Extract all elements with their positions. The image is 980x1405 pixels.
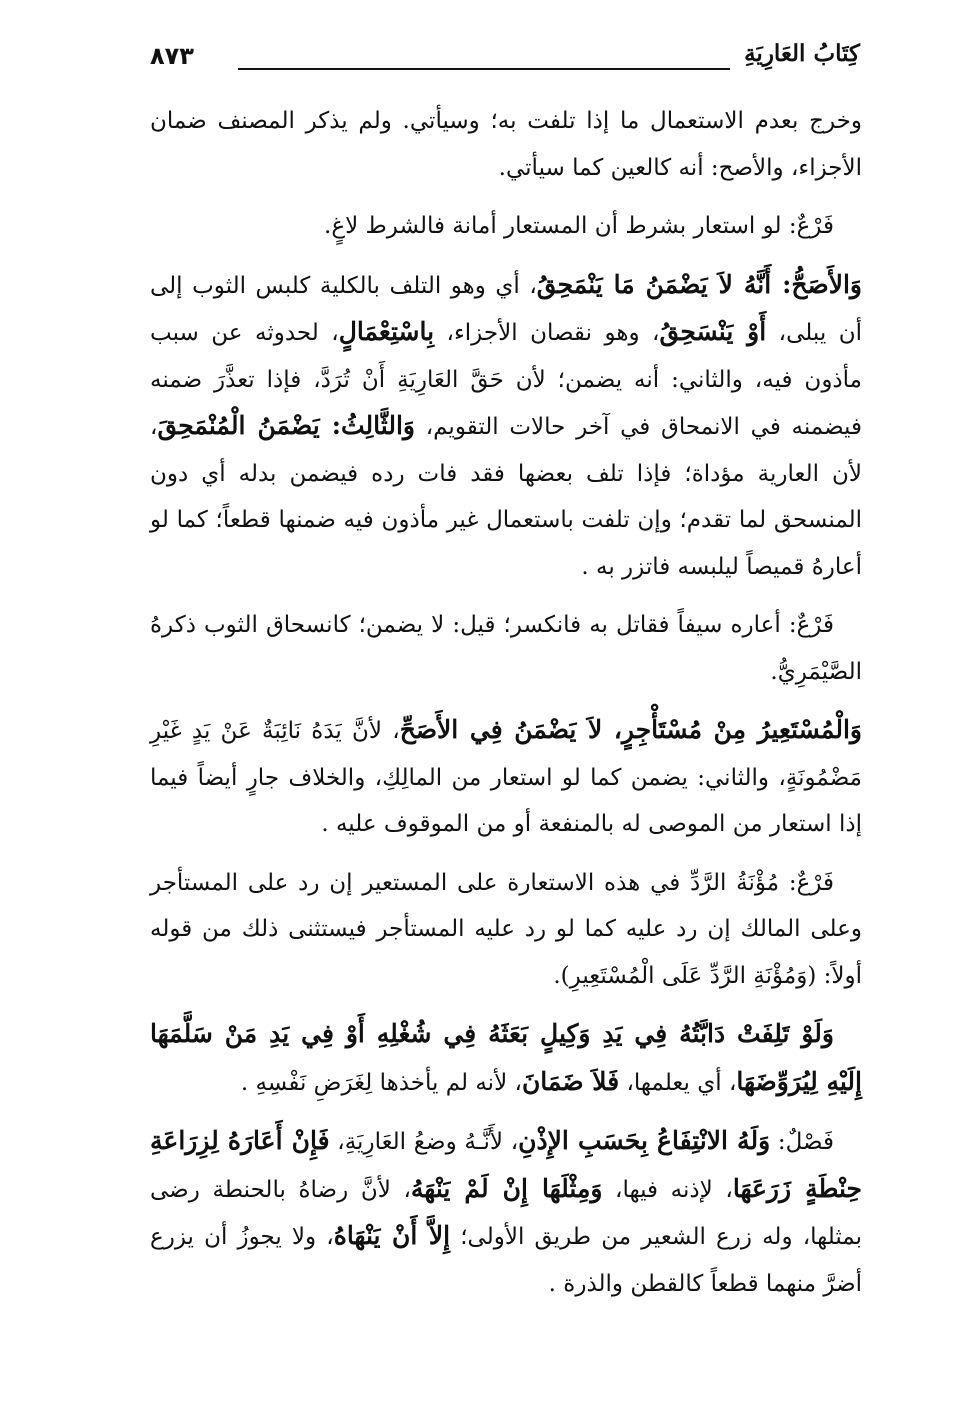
commentary-text: ، لحدوثه عن سبب مأذون فيه، والثاني: أنه يضمن؛ لأن حَقَّ العَارِيَةِ أَنْ تُرَدَّ، فإذا تعذَّرَ ضمنه فيضمنه في الانمحاق في آخر حالات التقويم،	[150, 320, 862, 440]
commentary-text: ، لأَنَّـهُ وضعُ العَارِيَةِ،	[329, 1129, 519, 1155]
running-header	[150, 40, 860, 76]
paragraph	[150, 602, 862, 695]
header-rule	[238, 68, 730, 70]
page-number: ٨٧٣	[150, 42, 194, 70]
commentary-text: ، أي وهو التلف بالكلية كلبس الثوب إلى أن يبلى،	[150, 272, 862, 346]
paragraph	[150, 203, 862, 250]
commentary-text: ، ولا يجوزُ أن يزرع أضرَّ منهما قطعاً كالقطن والذرة .	[150, 1224, 862, 1297]
commentary-text: ، أي يعلمها،	[619, 1069, 737, 1096]
commentary-text: فَرْعٌ: مُؤْنَةُ الرَّدِّ في هذه الاستعارة على المستعير إن رد على المستأجر وعلى المالك إن رد عليه كما لو رد عليه المستأجر فيستثنى ذلك من قوله أولاً: (وَمُؤْنَةِ الرَّدِّ عَلَى الْمُسْتَعِيرِ).	[150, 869, 862, 989]
matn-text: وَالثَّالِثُ: يَضْمَنُ الْمُنْمَحِقَ	[157, 411, 415, 440]
paragraph	[150, 860, 862, 1000]
commentary-text: ، وهو نقصان الأجزاء،	[434, 320, 660, 346]
paragraph	[150, 262, 862, 591]
matn-text: وَلَهُ الانْتِفَاعُ بِحَسَبِ الإِذْنِ	[518, 1126, 771, 1155]
commentary-text: فَصْلٌ:	[770, 1129, 834, 1155]
matn-text: بِاسْتِعْمَالٍ	[338, 317, 435, 346]
commentary-text: فَرْعٌ: أعاره سيفاً فقاتل به فانكسر؛ قيل: لا يضمن؛ كانسحاق الثوب ذكرهُ الصَّيْمَرِيُّ.	[150, 612, 862, 685]
commentary-text: ، لأن العارية مؤداة؛ فإذا تلف بعضها فقد فات رده فيضمن بدله أي دون المنسحق لما تقدم؛ وإن تلفت باستعمال غير مأذون فيه ضمنها قطعاً؛ كما لو أعارهُ قميصاً ليلبسه فاتزر به .	[150, 414, 862, 580]
matn-text: فَلاَ ضَمَانَ	[521, 1066, 620, 1096]
body-text	[150, 98, 862, 1319]
paragraph	[150, 1011, 862, 1106]
commentary-text: ، لأنه لم يأخذها لِغَرَضِ نَفْسِهِ .	[240, 1069, 522, 1096]
commentary-text: ، لأنَّ رضاهُ بالحنطة رضى بمثلها، وله زرع الشعير من طريق الأولى؛	[150, 1176, 862, 1250]
matn-text: فَإِنْ أَعَارَهُ لِزِرَاعَةِ حِنْطَةٍ زَرَعَهَا	[150, 1126, 862, 1203]
matn-text: وَالْمُسْتَعِيرُ مِنْ مُسْتَأْجِرٍ، لاَ يَضْمَنُ فِي الأَصَحِّ	[399, 715, 862, 744]
chapter-title: كِتَابُ العَارِيَةِ	[744, 40, 860, 67]
matn-text: وَالأَصَحُّ: أَنَّهُ لاَ يَضْمَنُ مَا يَنْمَحِقُ	[536, 269, 862, 299]
commentary-text: وخرج بعدم الاستعمال ما إذا تلفت به؛ وسيأتي. ولم يذكر المصنف ضمان الأجزاء، والأصح: أنه كالعين كما سيأتي.	[150, 108, 862, 181]
paragraph	[150, 98, 862, 191]
paragraph	[150, 1118, 862, 1307]
matn-text: أَوْ يَنْسَحِقُ	[659, 317, 767, 346]
paragraph	[150, 707, 862, 848]
matn-text: وَمِثْلَهَا إِنْ لَمْ يَنْهَهُ	[410, 1173, 603, 1203]
matn-text: وَلَوْ تَلِفَتْ دَابَّتُهُ فِي يَدِ وَكِيلٍ بَعَثَهُ فِي شُغْلِهِ أَوْ فِي يَدِ مَنْ سَلَّمَهَا إِلَيْهِ لِيُرَوِّضَهَا	[150, 1019, 862, 1096]
matn-text: إِلاَّ أَنْ يَنْهَاهُ	[333, 1221, 451, 1250]
commentary-text: ، لإذنه فيها،	[602, 1176, 733, 1203]
commentary-text: فَرْعٌ: لو استعار بشرط أن المستعار أمانة فالشرط لاغٍ.	[324, 213, 834, 239]
commentary-text: ، لأنَّ يَدَهُ نَائِبَةٌ عَنْ يَدٍ غَيْرِ مَضْمُونَةٍ، والثاني: يضمن كما لو استعار من المالِكِ، والخلاف جارٍ أيضاً فيما إذا استعار من الموصى له بالمنفعة أو من الموقوف عليه .	[150, 718, 862, 837]
